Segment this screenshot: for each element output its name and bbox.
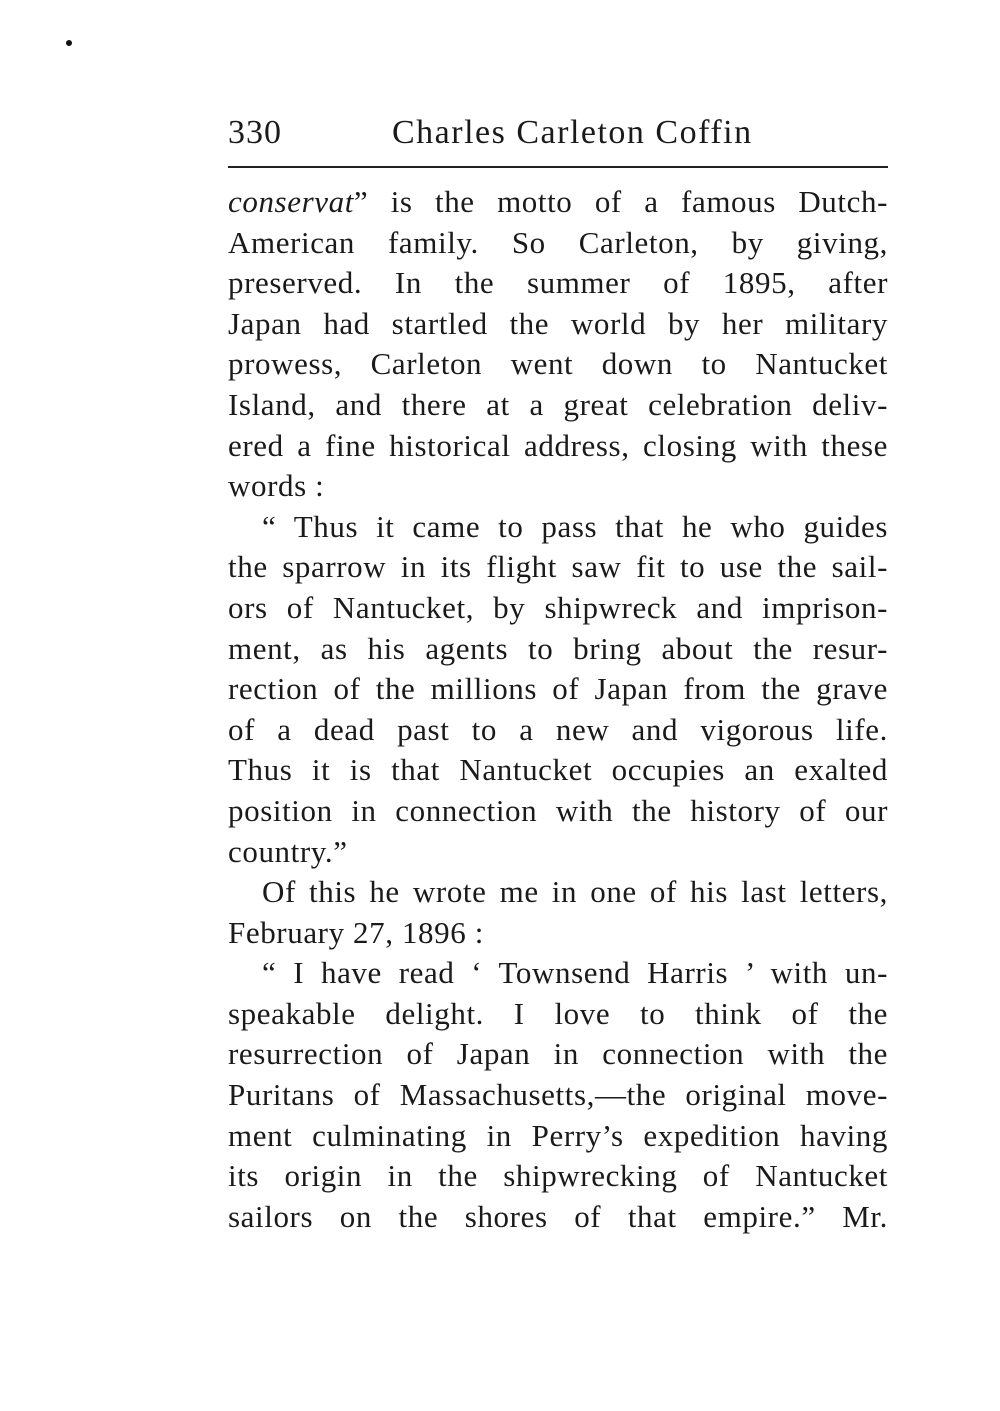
text-line: “ Thus it came to pass that he who guides — [262, 508, 888, 544]
running-header — [228, 108, 888, 160]
text-line: sailors on the shores of that empire.” Mr. — [228, 1198, 888, 1234]
text-line: ered a fine historical address, closing with these — [228, 427, 888, 463]
italic-word: conservat — [228, 184, 354, 219]
text-line: Japan had startled the world by her military — [228, 305, 888, 341]
text-line: resurrection of Japan in connection with the — [228, 1036, 888, 1072]
text-line: the sparrow in its flight saw fit to use the sail- — [228, 549, 888, 585]
text-line: speakable delight. I love to think of the — [228, 995, 888, 1031]
text-line: Of this he wrote me in one of his last letters, — [262, 874, 888, 910]
text-line — [228, 182, 888, 223]
text-line: “ I have read ‘ Townsend Harris ’ with un- — [262, 955, 888, 991]
text-line: preserved. In the summer of 1895, after — [228, 265, 888, 301]
text-line: American family. So Carleton, by giving, — [228, 224, 888, 260]
ink-speck — [66, 40, 72, 46]
text-line: Island, and there at a great celebration deliv- — [228, 386, 888, 422]
text-line: Thus it is that Nantucket occupies an exalted — [228, 752, 888, 788]
text-line: country.” — [228, 833, 348, 869]
text-line: ment culminating in Perry’s expedition having — [228, 1117, 888, 1153]
text-line: ors of Nantucket, by shipwreck and imprison- — [228, 589, 888, 625]
text-line: prowess, Carleton went down to Nantucket — [228, 346, 888, 382]
text-line: Puritans of Massachusetts,—the original move- — [228, 1077, 888, 1113]
text-fragment: ” is the motto of a famous Dutch- — [353, 184, 888, 219]
text-line: position in connection with the history of our — [228, 792, 888, 828]
text-line: of a dead past to a new and vigorous life. — [228, 711, 888, 747]
text-line: rection of the millions of Japan from the grave — [228, 671, 888, 707]
text-line: February 27, 1896 : — [228, 914, 484, 950]
text-line: its origin in the shipwrecking of Nantucket — [228, 1158, 888, 1194]
text-line: words : — [228, 468, 325, 504]
text-line: ment, as his agents to bring about the resur- — [228, 630, 888, 666]
header-title: Charles Carleton Coffin — [392, 114, 753, 151]
page-number: 330 — [228, 114, 282, 151]
body-text — [228, 182, 888, 1237]
header-rule — [228, 166, 888, 168]
